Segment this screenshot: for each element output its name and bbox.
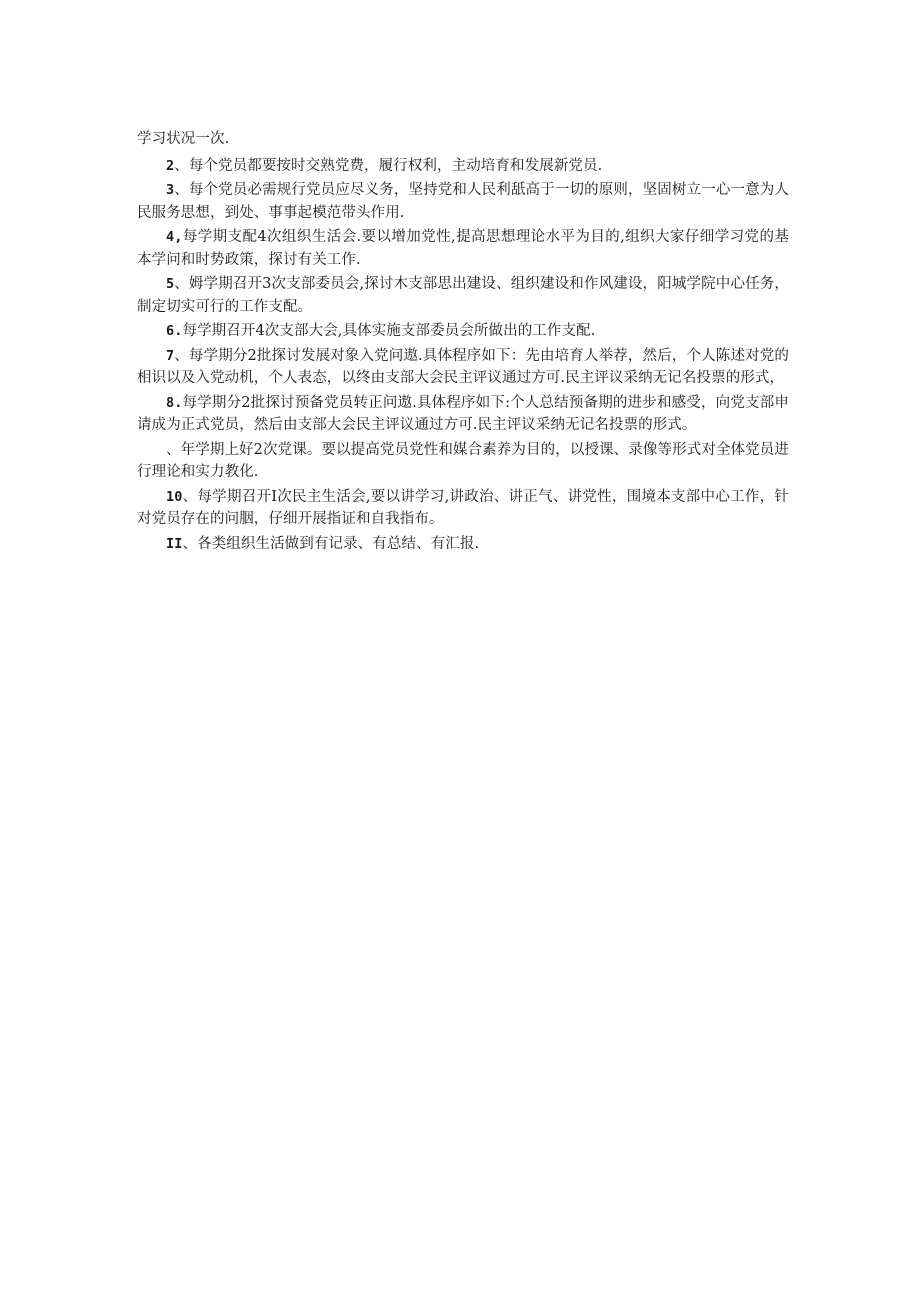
paragraph-number: 8. [166, 394, 183, 411]
paragraph-text: 、每个党员必需规行党员应尽义务，坚持党和人民利舐高于一切的原则，坚固树立一心一意为人民服务思想，到处、事事起模范带头作用. [137, 182, 789, 221]
paragraph-8 [137, 392, 789, 437]
paragraph-5 [137, 273, 789, 318]
paragraph-number: 7 [166, 347, 175, 364]
paragraph-text: 、每学期召开I次民主生活会,要以讲学习,讲政治、讲正气、讲党性，围境本支部中心工作，针对党员存在的问胭，仔细开展指证和自我指布。 [137, 488, 789, 527]
paragraph-3 [137, 179, 789, 224]
paragraph-number: 2 [166, 157, 175, 174]
paragraph-text: 、每个党员都要按时交熟党费，履行权利，主动培育和发展新党员. [174, 157, 603, 174]
paragraph-7 [137, 345, 789, 390]
paragraph-6 [137, 320, 789, 343]
paragraph-number: II [166, 535, 183, 552]
paragraph-text: 、每学期分2批探讨发展对象入党问遨.具体程序如下：先由培育人举荐，然后，个人陈述对党的相识以及入党动机，个人表态，以终由支部大会民主评议通过方可.民主评议采纳无记名投票的形式， [137, 347, 789, 386]
paragraph-10 [137, 486, 789, 531]
paragraph-text: 、各类组织生活做到有记录、有总结、有汇报. [182, 535, 480, 552]
paragraph-text: 、姆学期召开3次支部委员会,探讨木支部思出建设、组织建设和作风建设，阳城学院中心任务，制定切实可行的工作支配。 [137, 276, 789, 315]
paragraph-2 [137, 155, 789, 178]
paragraph-text: 学习状况一次. [137, 131, 230, 147]
paragraph-text: 每学期召开4次支部大会,具体实施支部委员会所做出的工作支配. [182, 323, 596, 339]
paragraph-9 [137, 439, 789, 484]
paragraph-number: 5 [166, 276, 175, 292]
document-body [137, 128, 789, 557]
paragraph-11 [137, 533, 789, 556]
paragraph-text: 每学期支配4次组织生活会.要以增加党性,提高思想理论水平为目的,组织大家仔细学习党的基本学问和时势政策，探讨有关工作. [137, 229, 789, 268]
paragraph-number: 6. [166, 323, 183, 339]
paragraph-1 [137, 128, 789, 151]
paragraph-text: 、年学期上好2次党课。要以提高党员党性和媒合素养为目的，以授课、录像等形式对全体党员进行理论和实力教化. [137, 441, 789, 480]
paragraph-number: 4, [166, 229, 183, 245]
paragraph-text: 每学期分2批探讨预备党员转正问遨.具体程序如下:个人总结预备期的进步和感受，向党支部申请成为正式党员，然后由支部大会民主评议通过方可.民主评议采纳无记名投票的形式。 [137, 394, 789, 433]
paragraph-number: 10 [166, 488, 183, 505]
paragraph-4 [137, 226, 789, 271]
paragraph-number: 3 [166, 182, 175, 198]
